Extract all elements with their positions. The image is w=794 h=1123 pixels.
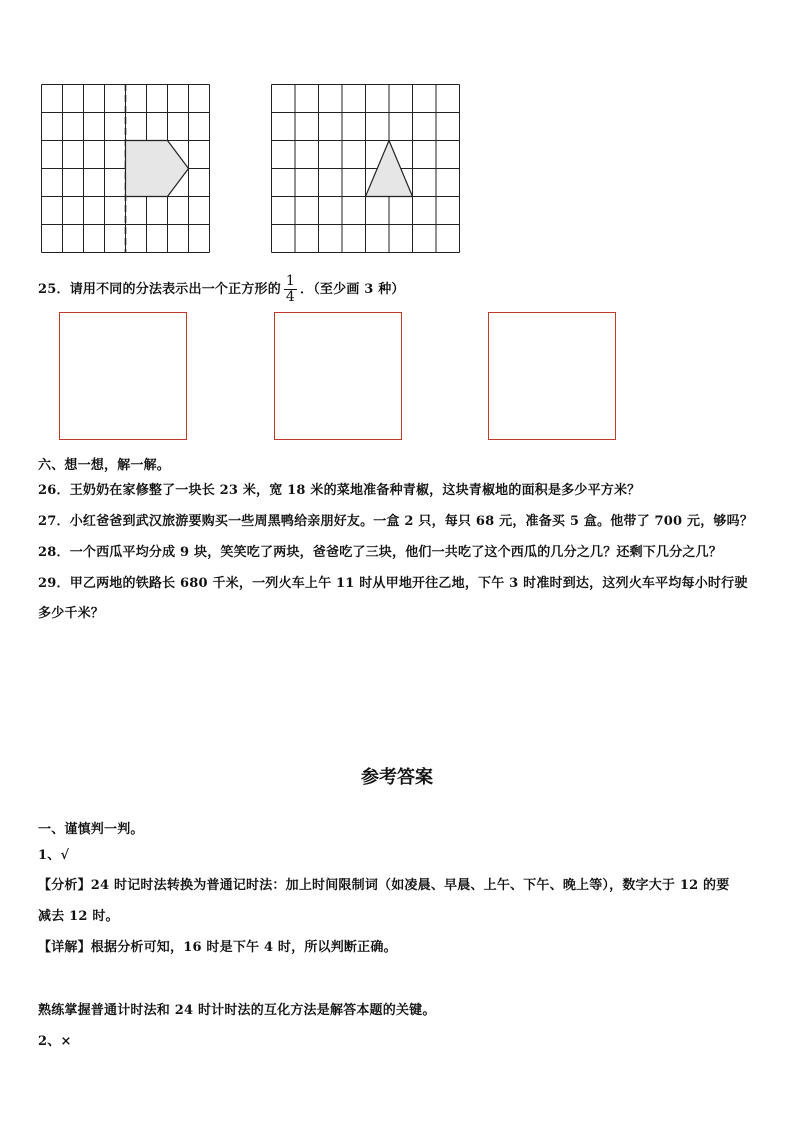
grid-right-triangle — [271, 84, 461, 254]
answer-1-analysis-line-2: 减去 12 时。 — [38, 909, 119, 924]
q25-suffix: ．（至少画 3 种） — [300, 282, 405, 297]
pentagon-shape-fill — [126, 141, 189, 197]
question-26: 26．王奶奶在家修整了一块长 23 米，宽 18 米的菜地准备种青椒，这块青椒地的面积是多少平方米？ — [38, 483, 641, 498]
square-drawing-area-2[interactable] — [274, 312, 402, 440]
answer-1-mark: 1、√ — [38, 848, 70, 863]
answer-key-title: 参考答案 — [361, 767, 433, 788]
grid-left-symmetry — [41, 84, 213, 254]
fraction-numerator: 1 — [285, 273, 296, 289]
fraction-denominator: 4 — [285, 289, 296, 305]
answer-2-mark: 2、× — [38, 1034, 72, 1049]
question-27: 27．小红爸爸到武汉旅游要购买一些周黑鸭给亲朋好友。一盒 2 只，每只 68 元，准备买 5 盒。他带了 700 元，够吗？ — [38, 514, 754, 529]
square-drawing-area-3[interactable] — [488, 312, 616, 440]
answer-1-analysis-line-1: 【分析】24 时记时法转换为普通记时法：加上时间限制词（如凌晨、早晨、上午、下午、晚上等），数字大于 12 的要 — [38, 878, 730, 893]
question-28: 28．一个西瓜平均分成 9 块，笑笑吃了两块，爸爸吃了三块，他们一共吃了这个西瓜的几分之几？还剩下几分之几？ — [38, 545, 722, 560]
q25-text: 请用不同的分法表示出一个正方形的 — [69, 282, 281, 297]
section-6-title: 六、想一想，解一解。 — [38, 458, 171, 473]
answer-section-1-title: 一、谨慎判一判。 — [38, 822, 144, 837]
q25-number: 25． — [38, 282, 70, 297]
answer-1-detail: 【详解】根据分析可知，16 时是下午 4 时，所以判断正确。 — [38, 940, 397, 955]
question-29-line-2: 多少千米？ — [38, 606, 105, 621]
question-25 — [38, 274, 405, 305]
question-29-line-1: 29．甲乙两地的铁路长 680 千米，一列火车上午 11 时从甲地开往乙地，下午 3 时准时到达，这列火车平均每小时行驶 — [38, 576, 748, 591]
fraction-one-quarter — [284, 274, 297, 305]
answer-1-summary: 熟练掌握普通计时法和 24 时计时法的互化方法是解答本题的关键。 — [38, 1003, 436, 1018]
square-drawing-area-1[interactable] — [59, 312, 187, 440]
